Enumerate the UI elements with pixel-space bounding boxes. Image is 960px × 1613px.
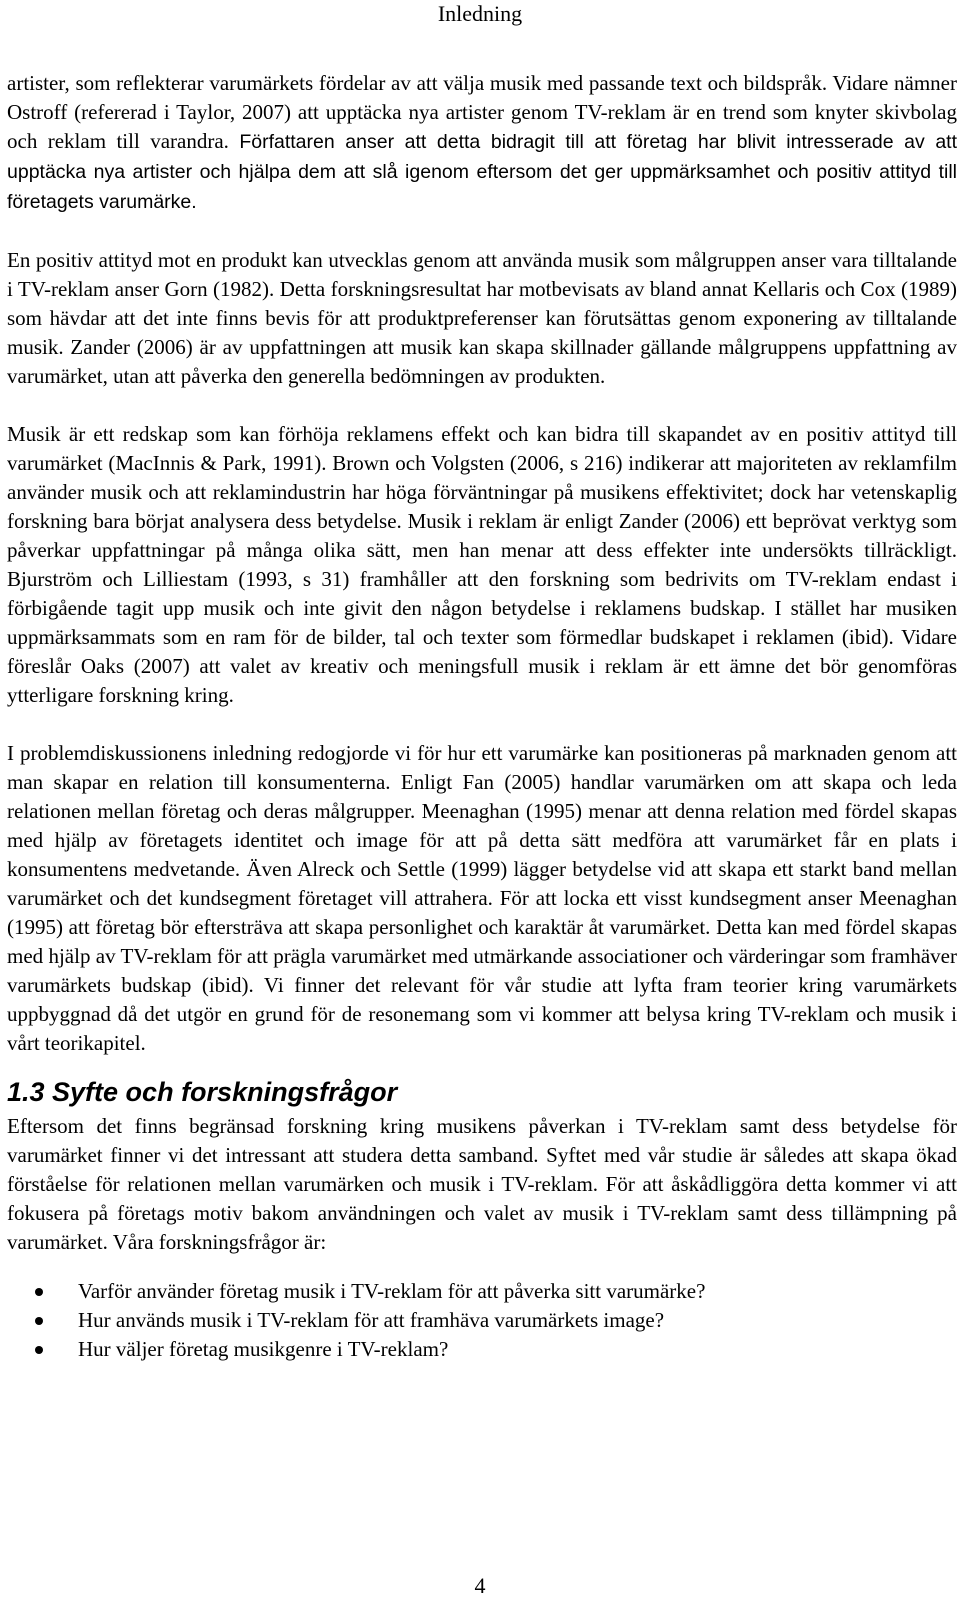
list-item [7, 1306, 957, 1335]
question-text: Hur används musik i TV-reklam för att framhäva varumärkets image? [78, 1308, 665, 1332]
question-text: Hur väljer företag musikgenre i TV-reklam? [78, 1337, 449, 1361]
paragraph-1 [7, 69, 957, 217]
section-heading: 1.3 Syfte och forskningsfrågor [7, 1077, 398, 1107]
question-text: Varför använder företag musik i TV-reklam för att påverka sitt varumärke? [78, 1279, 706, 1303]
section-paragraph: Eftersom det finns begränsad forskning kring musikens påverkan i TV-reklam samt dess betydelse för varumärket finner vi det intressant att studera detta samband. Syftet med vår studie är således att skapa ökad förståelse för relationen mellan varumärken och musik i TV-reklam. För att åskådliggöra detta kommer vi att fokusera på företags motiv bakom användningen och valet av musik i TV-reklam samt dess tillämpning på varumärket. Våra forskningsfrågor är: [7, 1114, 957, 1254]
bullet-icon [35, 1346, 43, 1354]
paragraph-1-serif: artister, som reflekterar varumärkets fördelar av att välja musik med passande text och bildspråk. Vidare nämner Ostroff (refererad i Taylor, 2007) att upptäcka nya artister genom TV-reklam är en trend som knyter skivbolag och reklam till varandra. [7, 71, 957, 153]
paragraph-4: I problemdiskussionens inledning redogjorde vi för hur ett varumärke kan positioneras på marknaden genom att man skapar en relation till konsumenterna. Enligt Fan (2005) handlar varumärken om att skapa och leda relationen mellan företag och deras målgrupper. Meenaghan (1995) menar att denna relation med fördel skapas med hjälp av företagets identitet och image för att på detta sätt medföra att varumärket får en plats i konsumentens medvetande. Även Alreck och Settle (1999) lägger betydelse vid att skapa ett starkt band mellan varumärket och det kundsegment företaget vill attrahera. För att locka ett visst kundsegment anser Meenaghan (1995) att företag bör eftersträva att skapa personlighet och karaktär åt varumärket. Detta kan med fördel skapas med hjälp av TV-reklam för att prägla varumärket med utmärkande associationer och värderingar som framhäver varumärkets budskap (ibid). Vi finner det relevant för vår studie att lyfta fram teorier kring varumärkets uppbyggnad då det utgör en grund för de resonemang som vi kommer att belysa kring TV-reklam och musik i vårt teorikapitel. [7, 741, 957, 1055]
running-header: Inledning [437, 1, 523, 26]
paragraph-1-sans: Författaren anser att detta bidragit till att företag har blivit intresserade av att upptäcka nya artister och hjälpa dem att slå igenom eftersom det ger uppmärksamhet och positiv attityd till företagets varumärke. [7, 131, 958, 213]
page-number: 4 [474, 1573, 486, 1598]
paragraph-2: En positiv attityd mot en produkt kan utvecklas genom att använda musik som målgruppen anser vara tilltalande i TV-reklam anser Gorn (1982). Detta forskningsresultat har motbevisats av bland annat Kellaris och Cox (1989) som hävdar att det inte finns bevis för att produktpreferenser kan förutsättas genom exponering av tilltalande musik. Zander (2006) är av uppfattningen att musik kan skapa skillnader gällande målgruppens uppfattning av varumärket, utan att påverka den generella bedömningen av produkten. [7, 248, 957, 388]
paragraph-3: Musik är ett redskap som kan förhöja reklamens effekt och kan bidra till skapandet av en positiv attityd till varumärket (MacInnis & Park, 1991). Brown och Volgsten (2006, s 216) indikerar att majoriteten av reklamfilm använder musik och att reklamindustrin har höga förväntningar på musikens effektivitet; dock har vetenskaplig forskning bara börjat analysera dess betydelse. Musik i reklam är enligt Zander (2006) ett beprövat verktyg som påverkar uppfattningar på många olika sätt, men han menar att dess effekter inte undersökts tillräckligt. Bjurström och Lilliestam (1993, s 31) framhåller att den forskning som bedrivits om TV-reklam endast i förbigående tagit upp musik och inte givit den någon betydelse i reklamens budskap. I stället har musiken uppmärksammats som en ram för de bilder, tal och texter som förmedlar budskapet i reklamen (ibid). Vidare föreslår Oaks (2007) att valet av kreativ och meningsfull musik i reklam är ett ämne det bör genomföras ytterligare forskning kring. [7, 422, 957, 707]
bullet-icon [35, 1288, 43, 1296]
body-text [7, 69, 957, 1364]
bullet-icon [35, 1317, 43, 1325]
list-item [7, 1335, 957, 1364]
research-questions-list [7, 1277, 957, 1364]
list-item [7, 1277, 957, 1306]
